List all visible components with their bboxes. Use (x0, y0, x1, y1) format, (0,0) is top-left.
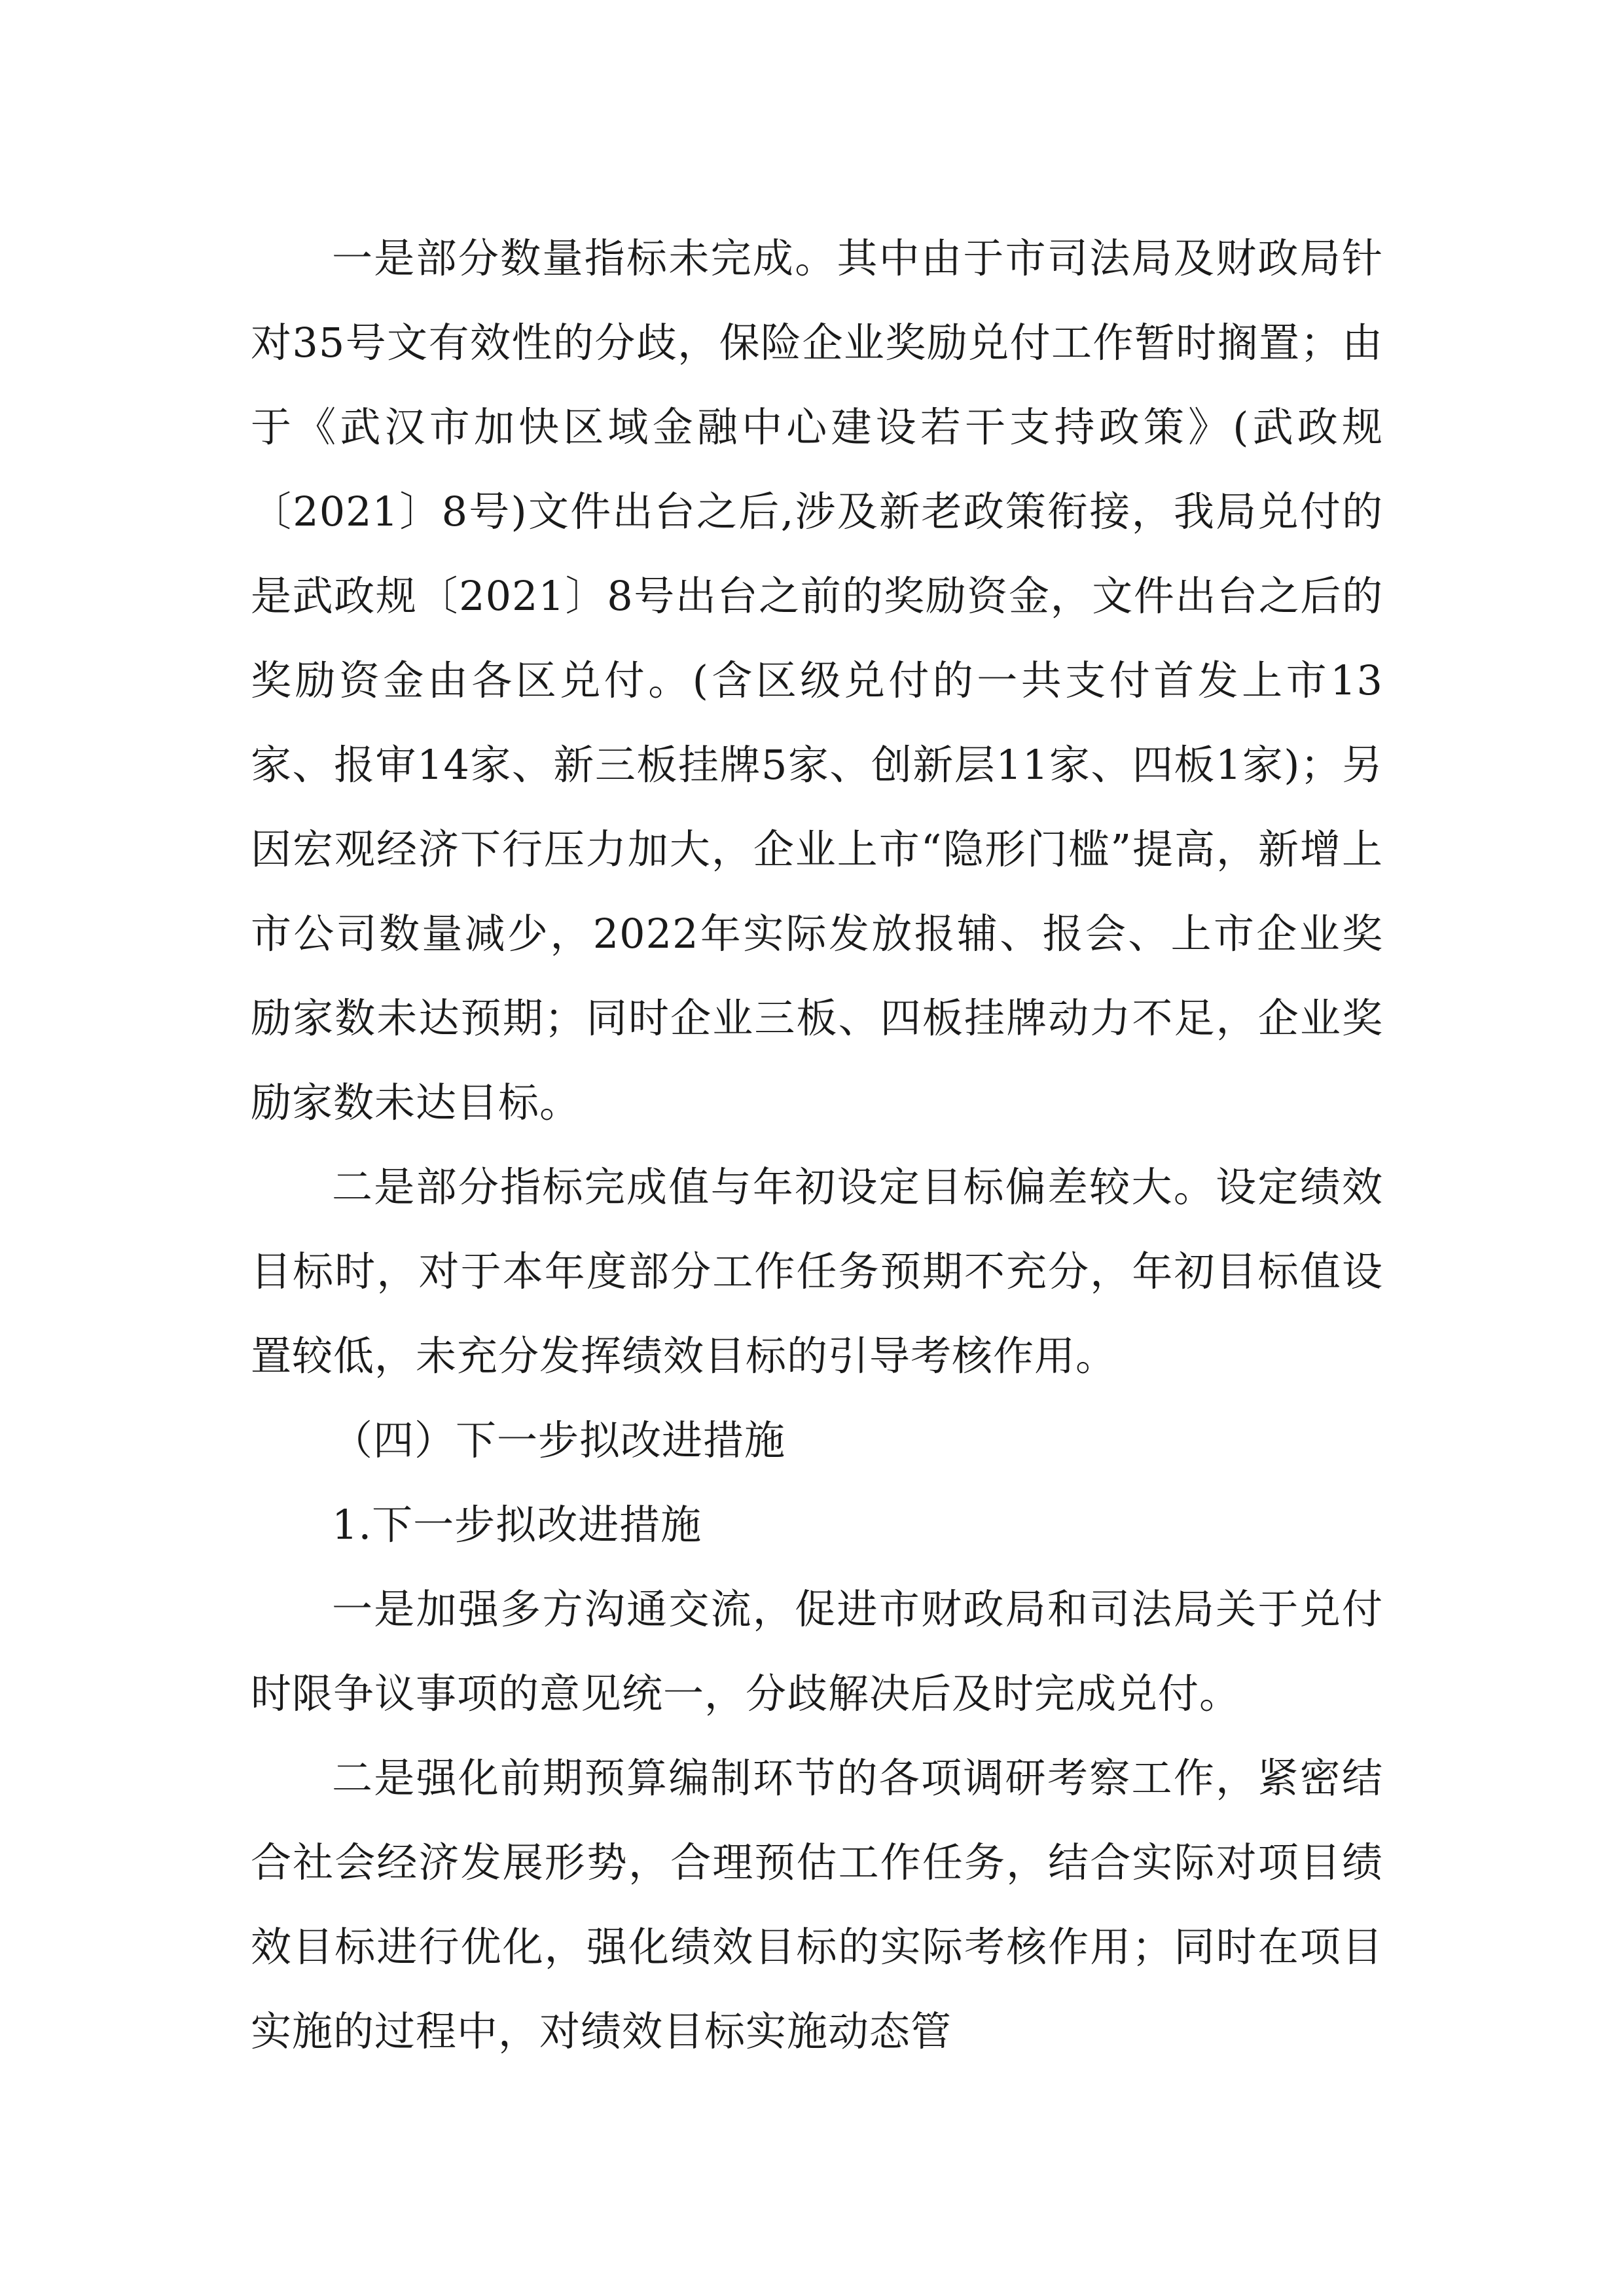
paragraph-target-deviation: 二是部分指标完成值与年初设定目标偏差较大。设定绩效目标时，对于本年度部分工作任务预期不充分，年初目标值设置较低，未充分发挥绩效目标的引导考核作用。 (251, 1163, 1383, 1380)
subsection-heading: 1.下一步拟改进措施 (332, 1501, 702, 1549)
paragraph-measure-budgeting: 二是强化前期预算编制环节的各项调研考察工作，紧密结合社会经济发展形势，合理预估工作任务，结合实际对项目绩效目标进行优化，强化绩效目标的实际考核作用；同时在项目实施的过程中，对绩效目标实施动态管 (251, 1754, 1383, 2055)
paragraph-measure-communication: 一是加强多方沟通交流，促进市财政局和司法局关于兑付时限争议事项的意见统一，分歧解决后及时完成兑付。 (251, 1585, 1383, 1717)
document-page (251, 216, 1383, 2073)
section-heading: （四）下一步拟改进措施 (332, 1416, 786, 1464)
paragraph-incomplete-indicators: 一是部分数量指标未完成。其中由于市司法局及财政局针对35号文有效性的分歧，保险企业奖励兑付工作暂时搁置；由于《武汉市加快区域金融中心建设若干支持政策》(武政规〔2021〕8号)文件出台之后,涉及新老政策衔接，我局兑付的是武政规〔2021〕8号出台之前的奖励资金，文件出台之后的奖励资金由各区兑付。(含区级兑付的一共支付首发上市13家、报审14家、新三板挂牌5家、创新层11家、四板1家)；另因宏观经济下行压力加大，企业上市“隐形门槛”提高，新增上市公司数量减少，2022年实际发放报辅、报会、上市企业奖励家数未达预期；同时企业三板、四板挂牌动力不足，企业奖励家数未达目标。 (251, 234, 1383, 1126)
